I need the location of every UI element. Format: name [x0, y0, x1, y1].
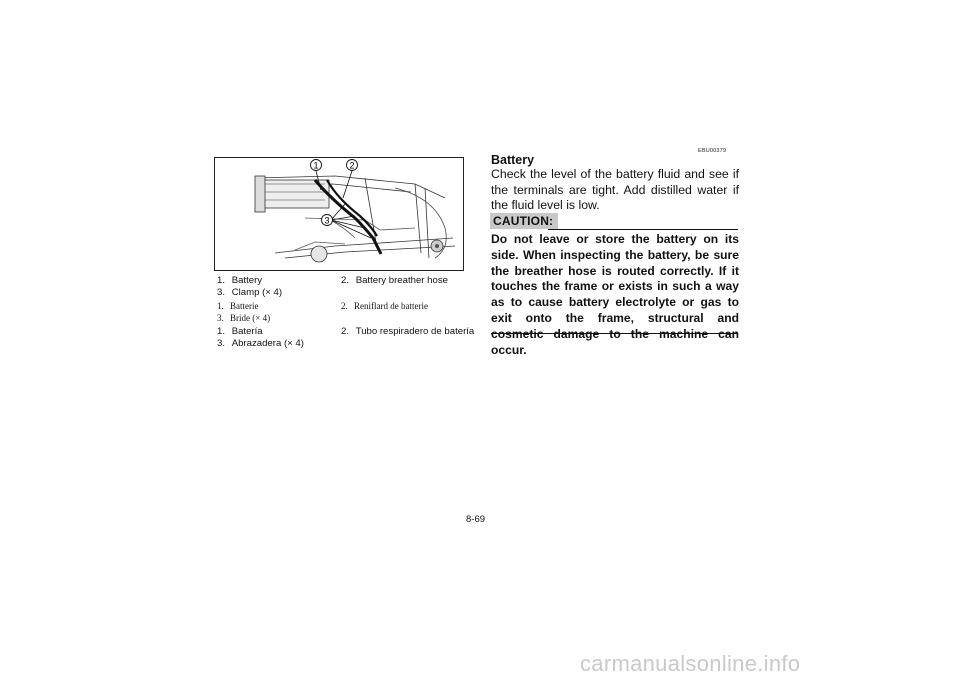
legend-spanish	[217, 326, 475, 350]
legend-english	[217, 275, 448, 299]
legend-label: Reniflard de batterie	[354, 301, 428, 311]
legend-number: 1.	[217, 326, 226, 337]
legend-label: Abrazadera (× 4)	[231, 337, 304, 349]
page-number: 8-69	[466, 514, 486, 525]
legend-label: Bride (× 4)	[230, 312, 271, 323]
battery-illustration	[214, 157, 464, 271]
legend-number: 3.	[217, 286, 226, 298]
caution-label: CAUTION:	[490, 213, 558, 229]
battery-line-drawing	[215, 158, 463, 270]
legend-number: 3.	[217, 312, 224, 323]
callout-2	[347, 160, 358, 171]
callout-3	[322, 215, 333, 226]
legend-col2	[341, 301, 428, 313]
svg-text:1: 1	[313, 160, 319, 171]
caution-end-rule	[491, 333, 738, 334]
legend-number: 1.	[217, 301, 224, 311]
legend-label: Battery breather hose	[355, 275, 448, 286]
legend-row	[217, 326, 475, 338]
legend-number: 2.	[341, 301, 348, 311]
legend-label: Batería	[231, 326, 263, 337]
legend-row	[217, 313, 270, 325]
legend-label: Batterie	[230, 301, 259, 311]
caution-rule	[548, 229, 738, 230]
legend-row	[217, 287, 282, 299]
svg-text:2: 2	[349, 160, 355, 171]
legend-row	[217, 301, 428, 313]
legend-french	[217, 301, 428, 325]
legend-label: Clamp (× 4)	[231, 286, 283, 298]
section-code: EBU00379	[698, 148, 727, 154]
section-heading: Battery	[491, 153, 535, 167]
svg-text:3: 3	[324, 215, 330, 226]
legend-col2	[341, 326, 474, 338]
legend-row	[217, 275, 448, 287]
legend-number: 3.	[217, 337, 226, 349]
legend-number: 2.	[341, 275, 350, 286]
watermark: carmanualsonline.info	[580, 651, 801, 676]
legend-col2	[341, 275, 448, 287]
legend-number: 1.	[217, 275, 226, 286]
legend-number: 2.	[341, 326, 350, 337]
callout-1	[311, 160, 322, 171]
legend-row	[217, 338, 304, 350]
legend-label: Battery	[231, 275, 263, 286]
caution-text: Do not leave or store the battery on its side. When inspecting the battery, be sure the breather hose is routed correctly. If it touches the frame or exists in such a way as to cause battery electrolyte or gas to exit onto the frame, structural and cosmetic damage to the machine can occur.	[491, 232, 739, 357]
section-body: Check the level of the battery fluid and see if the terminals are tight. Add distilled water if the fluid level is low.	[491, 167, 739, 213]
legend-label: Tubo respiradero de batería	[355, 326, 475, 337]
